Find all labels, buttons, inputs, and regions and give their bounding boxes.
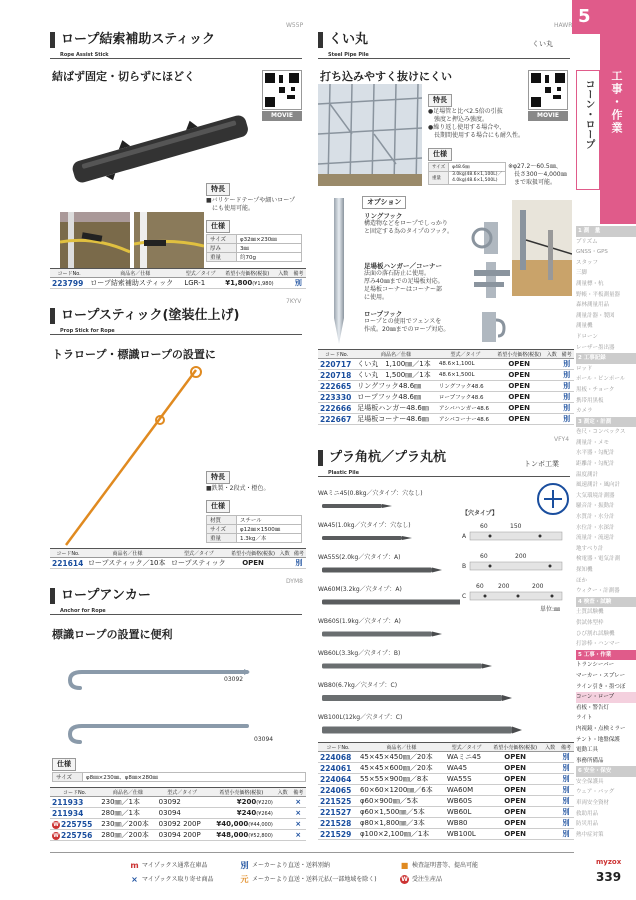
sidebar-item[interactable]: 測量機 xyxy=(576,323,593,330)
divider xyxy=(50,334,302,335)
spec-row: 材質 スチール xyxy=(207,516,302,525)
features-heading: 特長 xyxy=(206,183,230,196)
pile-shape xyxy=(322,600,472,605)
order-icon: × xyxy=(131,875,138,884)
hole-type-title: 【穴タイプ】 xyxy=(462,510,498,517)
spec-heading: 仕様 xyxy=(428,148,452,161)
table-row[interactable]: W 225755 230㎜／200本 03092 200P ¥40,000(¥44,000) × xyxy=(50,819,306,830)
chapter-category: 工事・作業 xyxy=(600,34,636,224)
sidebar-item[interactable]: 測量計・メモ xyxy=(576,439,610,446)
pile-label: WB60L(3.3kg／穴タイプ：B) xyxy=(318,650,401,657)
certificate-icon: ■ xyxy=(400,861,409,870)
pile-shape xyxy=(322,504,392,508)
svg-text:200: 200 xyxy=(498,583,510,590)
sidebar-item[interactable]: 三脚 xyxy=(576,270,588,277)
option-scaffold-hanger: 足場板ハンガー／コーナー 法面の落石防止に使用。 厚み40㎜までの足場板対応。 足場板コーナーはコーナー部 に使用。 xyxy=(364,262,444,301)
sidebar-item[interactable]: ウェア・バッグ xyxy=(576,789,615,796)
feature-text: ●足場管と比べ2.5倍の引抜 強度と押込み強度。 ●繰り返し使用する場合や、 長期間使用する場合にも耐久性。 xyxy=(428,108,525,139)
footer-divider xyxy=(50,852,574,853)
usage-photo-1 xyxy=(60,212,130,268)
spec-row: サイズ φ8㎜×230㎜、φ8㎜×280㎜ xyxy=(53,773,306,782)
sidebar-section-header[interactable]: 4 検査・試験 xyxy=(576,597,636,608)
sidebar-item[interactable]: 水質計・水分計 xyxy=(576,514,615,521)
rope-assist-stick-image xyxy=(60,108,260,188)
sidebar-item[interactable]: 大気環境計測器 xyxy=(576,492,615,499)
product-table: コードNo. 商品名／仕様 型式／タイプ 希望小売価格(税抜) 入数 備考 220717 くい丸 1,100㎜／1本 48.6×1,100L OPEN 別 220718 くい丸 1,500㎜／1本 48.6×1,500L OPEN 別 222665 リングフック48.6㎜ リングフック48.6 OPEN 別 223330 ロープフック48.6㎜ ロープフック48.6 OPEN 別 222666 足場板ハンガー48.6㎜ アシバハンガー48.6 OPEN 別 222667 足場板コーナー48.6㎜ アシバコーナー48.6 OPEN 別 xyxy=(318,349,574,425)
pile-label: WA45(1.0kg／穴タイプ：穴なし) xyxy=(318,522,411,529)
page-number: 339 xyxy=(596,870,622,884)
brand-name: くい丸 xyxy=(532,40,553,48)
svg-text:60: 60 xyxy=(480,553,488,560)
movie-button[interactable]: MOVIE xyxy=(528,111,568,121)
svg-text:200: 200 xyxy=(515,553,527,560)
movie-button[interactable]: MOVIE xyxy=(262,111,302,121)
spec-row: 重量 1.3kg／本 xyxy=(207,534,302,543)
sidebar-item[interactable]: 検電器・電気計測 xyxy=(576,556,621,563)
section-title: ロープアンカー xyxy=(50,588,151,604)
legend-stock: m マイゾックス通常在庫品 xyxy=(130,861,208,870)
spec-row: 厚み 3㎜ xyxy=(207,244,302,253)
sidebar-item[interactable]: 騒音計・振動計 xyxy=(576,503,615,510)
made-to-order-icon: W xyxy=(401,876,408,883)
sidebar-item[interactable]: ライト xyxy=(576,715,593,722)
table-row[interactable]: 221528 φ80×1,800㎜／3本 WB80 OPEN 別 xyxy=(318,818,574,829)
table-row[interactable]: 220717 くい丸 1,100㎜／1本 48.6×1,100L OPEN 別 xyxy=(318,359,574,370)
item-code: 7KYV xyxy=(286,298,302,305)
hole-type-b: B xyxy=(462,563,467,570)
sidebar-item[interactable]: マーカー・スプレー xyxy=(576,672,626,679)
table-row[interactable]: 223799 ロープ結索補助スティック LGR-1 ¥1,800(¥1,980) 別 xyxy=(50,278,306,289)
sidebar-item[interactable]: 温度測計 xyxy=(576,471,599,478)
table-row[interactable]: 211934 280㎜／1本 03094 ¥240(¥264) × xyxy=(50,808,306,819)
product-table: コードNo. 商品名／仕様 型式／タイプ 希望小売価格(税抜) 入数 備考 211933 230㎜／1本 03092 ¥200(¥220) × 211934 280㎜／1本 03094 ¥240(¥264) × W 225755 230㎜／200本 03092 200P ¥40,000(¥44,000) × W 225756 280㎜／200本 03094 200P ¥48,000(¥52,800) × xyxy=(50,787,306,841)
pile-shape xyxy=(322,536,412,540)
spec-row: サイズ φ12㎜×1500㎜ xyxy=(207,525,302,534)
sidebar-item[interactable]: 携帯用黒板 xyxy=(576,397,604,404)
sidebar-item[interactable]: ライン引き・墨つぼ xyxy=(576,683,626,690)
ring-hook-image xyxy=(470,220,506,256)
sidebar-section-header[interactable]: 2 工事記録 xyxy=(576,353,636,364)
sidebar-item[interactable]: トランシーバー xyxy=(576,662,615,669)
sidebar-item[interactable]: カメラ xyxy=(576,408,593,415)
sidebar-item[interactable]: ひび割れ試験機 xyxy=(576,630,615,637)
table-row[interactable]: 221614 ロープスティック／10本 ロープスティック OPEN 別 xyxy=(50,558,306,569)
sidebar-index xyxy=(576,226,636,840)
section-title-en: Anchor for Rope xyxy=(60,608,106,614)
table-row[interactable]: 220718 くい丸 1,500㎜／1本 48.6×1,500L OPEN 別 xyxy=(318,370,574,381)
pile-shape xyxy=(322,664,492,669)
sidebar-item[interactable]: 森林測量用品 xyxy=(576,302,610,309)
feature-text: ■バリケードテープや細いロープ にも使用可能。 xyxy=(206,197,295,212)
spec-row: サイズ φ48.6㎜ xyxy=(429,163,506,172)
table-row[interactable]: 221525 φ60×900㎜／5本 WB60S OPEN 別 xyxy=(318,796,574,807)
svg-text:200: 200 xyxy=(532,583,544,590)
item-code: HAWR xyxy=(554,22,573,29)
rope-stick-image xyxy=(56,360,226,550)
section-title-en: Prop Stick for Rope xyxy=(60,328,115,334)
sidebar-item[interactable]: 防災用品 xyxy=(576,821,599,828)
sidebar-item[interactable]: 風速測計・風向計 xyxy=(576,482,621,489)
anchor-label-a: 03092 xyxy=(224,676,244,683)
legend-direct-prepaid: 元 メーカーより直送・送料元払(一部地域を除く) xyxy=(240,875,377,884)
sidebar-section-header[interactable]: 5 工事・作業 xyxy=(576,650,636,661)
qr-code-icon[interactable] xyxy=(528,70,568,110)
sidebar-item[interactable]: 事務所備品 xyxy=(576,757,604,764)
sidebar-item[interactable]: 打診棒・ハンマー xyxy=(576,641,621,648)
sidebar-item[interactable]: ロッド xyxy=(576,365,593,372)
sidebar-item[interactable]: スタッフ xyxy=(576,259,599,266)
option-rope-hook: ロープフック ロープとの使用でフェンスを 作成。20㎜までのロープ対応。 xyxy=(364,310,450,333)
option-ring-hook: リングフック 構造物などをロープでしっかり と固定する為のタイプのフック。 xyxy=(364,212,454,235)
spec-table xyxy=(206,234,302,262)
brand-logo: myzox xyxy=(596,858,622,866)
pile-shape xyxy=(322,568,442,573)
table-row[interactable]: 224064 55×55×900㎜／8本 WA55S OPEN 別 xyxy=(318,774,574,785)
prepaid-icon: 元 xyxy=(240,875,249,884)
item-code: DYM8 xyxy=(286,578,303,585)
sidebar-item[interactable]: 安全保護具 xyxy=(576,778,604,785)
spec-heading: 仕様 xyxy=(52,758,76,771)
sidebar-section-header[interactable]: 1 測 量 xyxy=(576,226,636,237)
item-code: VFY4 xyxy=(554,436,570,443)
made-to-order-icon: W xyxy=(53,821,59,828)
tagline: トラロープ・標識ロープの設置に xyxy=(52,348,216,361)
sidebar-item[interactable]: ほか xyxy=(576,577,588,584)
sidebar-item[interactable]: レーザー墨出器 xyxy=(576,344,615,351)
table-row[interactable]: 224065 60×60×1200㎜／6本 WA60M OPEN 別 xyxy=(318,785,574,796)
table-row[interactable]: 222666 足場板ハンガー48.6㎜ アシバハンガー48.6 OPEN 別 xyxy=(318,403,574,414)
section-title-en: Rope Assist Stick xyxy=(60,52,109,58)
tagline: 結ばず固定・切らずにほどく xyxy=(52,70,195,83)
usage-photo-2 xyxy=(134,212,204,268)
spec-row: 重量 3.0kg(48.6×1,100L)／4.0kg(48.6×1,500L) xyxy=(429,172,506,185)
pile-label: WA55S(2.0kg／穴タイプ：A) xyxy=(318,554,401,561)
scaffold-hanger-image xyxy=(470,260,514,300)
spec-heading: 仕様 xyxy=(206,220,230,233)
brand-name: トンボ工業 xyxy=(524,460,559,468)
svg-text:60: 60 xyxy=(476,583,484,590)
sidebar-item[interactable]: 熱中症対策 xyxy=(576,831,604,838)
table-row[interactable]: 221529 φ100×2,100㎜／1本 WB100L OPEN 別 xyxy=(318,829,574,840)
sidebar-item[interactable]: GNSS・GPS xyxy=(576,249,608,256)
divider xyxy=(50,614,302,615)
spec-row: 重量 約70g xyxy=(207,253,302,262)
table-row[interactable]: 221527 φ60×1,500㎜／5本 WB60L OPEN 別 xyxy=(318,807,574,818)
sidebar-item[interactable]: 流量計・流速計 xyxy=(576,535,615,542)
pile-shape xyxy=(322,727,522,734)
pile-shape xyxy=(322,695,512,701)
pile-label: WA60M(3.2kg／穴タイプ：A) xyxy=(318,586,402,593)
steel-pile-image xyxy=(326,196,352,346)
scaffold-photo xyxy=(318,84,422,186)
table-row[interactable]: 223330 ロープフック48.6㎜ ロープフック48.6 OPEN 別 xyxy=(318,392,574,403)
hole-type-c: C xyxy=(462,593,467,600)
divider xyxy=(318,58,570,59)
svg-text:150: 150 xyxy=(510,523,522,530)
item-code: W55P xyxy=(286,22,304,29)
section-title: くい丸 xyxy=(318,32,368,48)
spec-table xyxy=(206,515,302,543)
features-heading: 特長 xyxy=(206,471,230,484)
section-title-en: Steel Pipe Pile xyxy=(328,52,369,58)
option-heading: オプション xyxy=(362,196,406,209)
hole-type-diagram xyxy=(460,520,570,612)
sidebar-item[interactable]: 電動工具 xyxy=(576,747,599,754)
legend-order: × マイゾックス取り寄せ商品 xyxy=(131,875,214,884)
pile-label: WB100L(12kg／穴タイプ：C) xyxy=(318,714,403,721)
sidebar-item[interactable]: ポール・ピンポール xyxy=(576,376,626,383)
sidebar-item[interactable]: 救助用品 xyxy=(576,810,599,817)
pile-label: WB60S(1.9kg／穴タイプ：A) xyxy=(318,618,401,625)
tagline: 打ち込みやすく抜けにくい xyxy=(320,70,452,83)
pile-shape xyxy=(322,632,442,637)
tagline: 標識ロープの設置に便利 xyxy=(52,628,173,641)
table-row[interactable]: 211933 230㎜／1本 03092 ¥200(¥220) × xyxy=(50,797,306,808)
section-title: ロープスティック(塗装仕上げ) xyxy=(50,308,239,324)
product-table: コードNo. 商品名／仕様 型式／タイプ 希望小売価格(税抜) 入数 備考 224068 45×45×450㎜／20本 WAミニ45 OPEN 別 224061 45×45×600㎜／20本 WA45 OPEN 別 224064 55×55×900㎜／8本 WA55S OPEN 別 224065 60×60×1200㎜／6本 WA60M OPEN 別 221525 φ60×900㎜／5本 WB60S OPEN 別 221527 φ60×1,500㎜／5本 WB60L OPEN 別 221528 φ80×1,800㎜／3本 WB80 OPEN 別 221529 φ100×2,100㎜／1本 WB100L OPEN 別 xyxy=(318,742,574,840)
sidebar-item[interactable]: 内視鏡・点検ミラー xyxy=(576,725,626,732)
anchor-label-b: 03094 xyxy=(254,736,274,743)
table-row[interactable]: 224061 45×45×600㎜／20本 WA45 OPEN 別 xyxy=(318,763,574,774)
table-row[interactable]: 224068 45×45×450㎜／20本 WAミニ45 OPEN 別 xyxy=(318,752,574,763)
sidebar-item[interactable]: 野帳・平板測量器 xyxy=(576,291,621,298)
rope-hook-image xyxy=(470,308,506,344)
rope-anchor-image xyxy=(52,650,252,760)
direct-ship-icon: 別 xyxy=(240,861,249,870)
sidebar-item[interactable]: 巻尺・コンベックス xyxy=(576,429,626,436)
tombo-logo-icon xyxy=(536,482,570,516)
sidebar-item[interactable]: ドローン xyxy=(576,333,598,340)
made-to-order-icon: W xyxy=(53,832,59,839)
stock-icon: m xyxy=(130,861,139,870)
sidebar-item[interactable]: 水平器・勾配計 xyxy=(576,450,615,457)
table-row[interactable]: 222667 足場板コーナー48.6㎜ アシバコーナー48.6 OPEN 別 xyxy=(318,414,574,425)
hole-type-a: A xyxy=(462,533,467,540)
sidebar-item[interactable]: 地すべり計 xyxy=(576,545,604,552)
divider xyxy=(318,476,570,477)
spec-row: サイズ φ32㎜×230㎜ xyxy=(207,235,302,244)
sidebar-section-header[interactable]: 6 安全・保安 xyxy=(576,766,636,777)
sidebar-item[interactable]: 測量標・杭 xyxy=(576,280,604,287)
sidebar-item[interactable]: 黒板・チョーク xyxy=(576,386,615,393)
sidebar-item[interactable]: 探知機 xyxy=(576,567,593,573)
divider xyxy=(50,58,302,59)
sidebar-item[interactable]: 供試体型枠 xyxy=(576,619,604,626)
qr-code-icon[interactable] xyxy=(262,70,302,110)
section-title: ロープ結索補助スティック xyxy=(50,32,215,48)
sidebar-item[interactable]: プリズム xyxy=(576,238,598,245)
product-table: コードNo. 商品名／仕様 型式／タイプ 希望小売価格(税抜) 入数 備考 223799 ロープ結索補助スティック LGR-1 ¥1,800(¥1,980) 別 xyxy=(50,268,306,289)
pile-label: WAミニ45(0.8kg／穴タイプ：穴なし) xyxy=(318,490,423,497)
sidebar-item[interactable]: 車両安全資材 xyxy=(576,800,610,807)
sidebar-item[interactable]: コーン・ロープ xyxy=(576,692,636,703)
legend-direct-separate: 別 メーカーより直送・送料別納 xyxy=(240,861,330,870)
sidebar-item[interactable]: 土質試験機 xyxy=(576,609,604,616)
section-title-en: Plastic Pile xyxy=(328,470,360,476)
legend-certificate: ■ 検査証明書等、提出可能 xyxy=(400,861,479,870)
sidebar-item[interactable]: 距離計・勾配計 xyxy=(576,461,615,468)
product-table: コードNo. 商品名／仕様 型式／タイプ 希望小売価格(税抜) 入数 備考 221614 ロープスティック／10本 ロープスティック OPEN 別 xyxy=(50,548,306,569)
pile-label: WB80(6.7kg／穴タイプ：C) xyxy=(318,682,398,689)
legend-made-to-order: W 受注生産品 xyxy=(401,876,443,883)
sidebar-item[interactable]: ウィクー・計測器 xyxy=(576,588,620,595)
table-row[interactable]: 222665 リングフック48.6㎜ リングフック48.6 OPEN 別 xyxy=(318,381,574,392)
current-subcategory: コーン・ロープ xyxy=(576,70,600,190)
table-row[interactable]: W 225756 280㎜／200本 03094 200P ¥48,000(¥52,800) × xyxy=(50,830,306,841)
chapter-number: 5 xyxy=(572,0,636,34)
svg-text:60: 60 xyxy=(480,523,488,530)
spec-table xyxy=(52,772,306,782)
spec-table xyxy=(428,162,506,185)
sidebar-item[interactable]: 測量計器・製図 xyxy=(576,312,615,319)
features-heading: 特長 xyxy=(428,94,452,107)
ring-hook-usage-photo xyxy=(512,200,572,296)
sidebar-item[interactable]: テント・地盤保護 xyxy=(576,736,620,743)
sidebar-item[interactable]: 看板・警告灯 xyxy=(576,704,610,711)
unit-label: 単位:㎜ xyxy=(540,606,561,613)
sidebar-section-header[interactable]: 3 測定・計測 xyxy=(576,417,636,428)
section-title: プラ角杭／プラ丸杭 xyxy=(318,450,446,466)
feature-text: ■鉄製・2段式・橙色。 xyxy=(206,485,270,492)
sidebar-item[interactable]: 水位計・水深計 xyxy=(576,524,615,531)
spec-heading: 仕様 xyxy=(206,500,230,513)
spec-note: ※φ27.2～60.5㎜、 長さ300～4,000㎜ まで取扱可能。 xyxy=(508,163,567,186)
